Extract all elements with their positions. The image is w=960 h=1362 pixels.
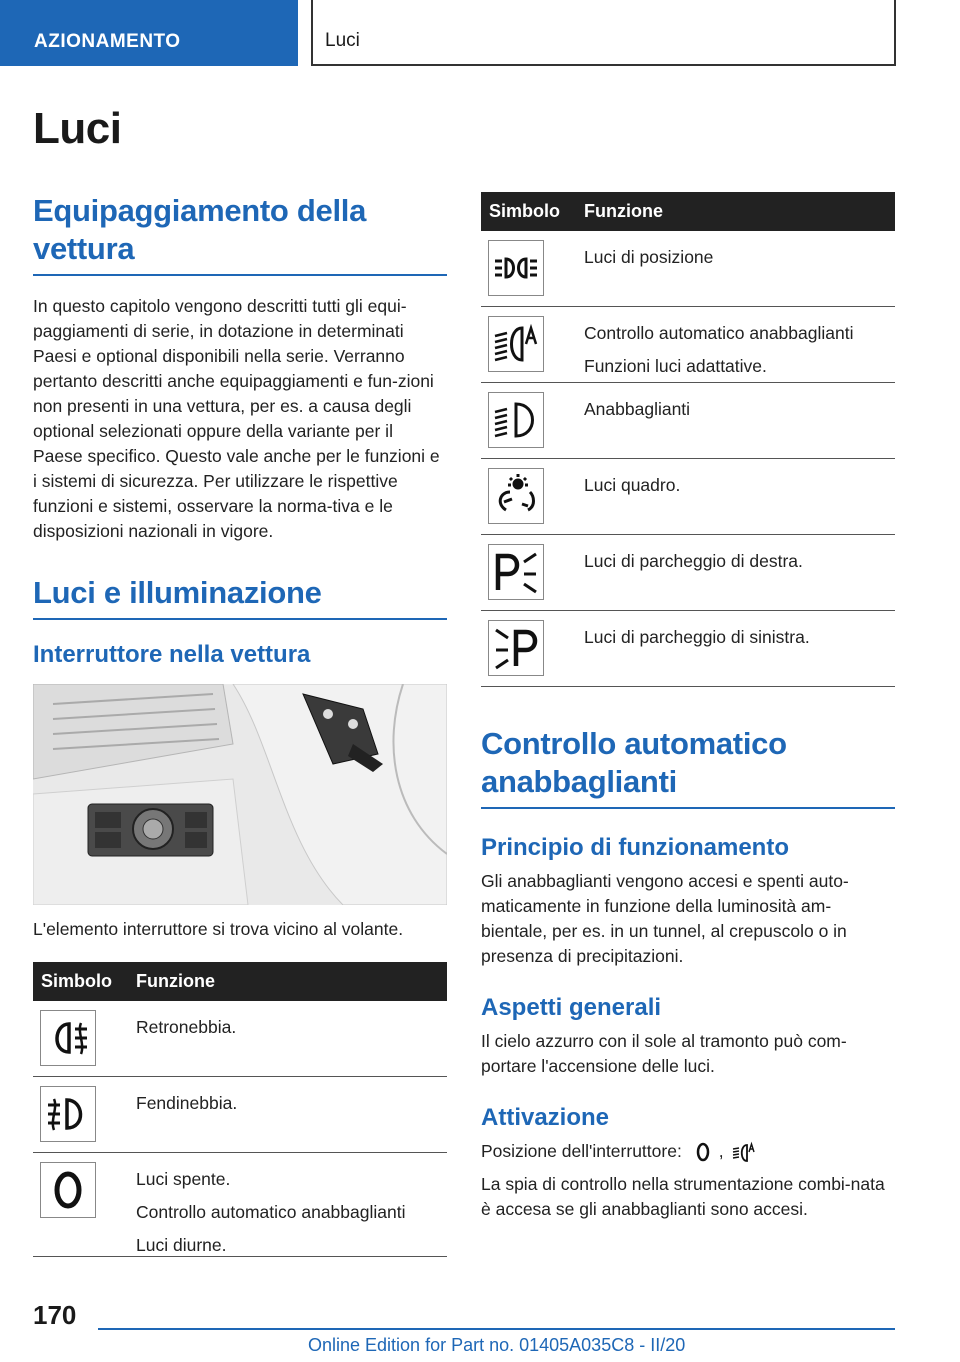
heading-general: Aspetti generali bbox=[481, 994, 662, 1021]
table-row bbox=[33, 1153, 447, 1257]
front-fog-icon bbox=[40, 1086, 96, 1142]
table-row bbox=[481, 307, 895, 383]
rear-fog-icon bbox=[40, 1010, 96, 1066]
light-symbol-table bbox=[481, 192, 895, 687]
function-text: Luci di parcheggio di destra. bbox=[584, 551, 803, 571]
heading-activation: Attivazione bbox=[481, 1104, 610, 1131]
principle-text: Gli anabbaglianti vengono accesi e spenti auto-maticamente in funzione della luminosità am-bientale, per es. in un tunnel, al crepuscolo o in presenza di precipitazioni. bbox=[481, 871, 849, 966]
parking-right-icon bbox=[488, 544, 544, 600]
function-text: Retronebbia. bbox=[136, 1017, 237, 1037]
switch-symbol-table bbox=[33, 962, 447, 1257]
table-header bbox=[33, 962, 447, 1001]
left-column bbox=[33, 192, 447, 1257]
equipment-text: In questo capitolo vengono descritti tutti gli equi-paggiamenti di serie, in dotazione in determinati Paesi e optional disponibili nella serie. Verranno pertanto descritti anche equipaggiamenti e fun-zioni non presenti in una vettura, per es. a causa degli optional selezionati oppure della variante per il Paese specifico. Questo vale anche per le funzioni e i sistemi di sicurezza. Per utilizzare le rispettive funzioni e sistemi, osservare la norma-tiva e le disposizioni nazionali in vigore. bbox=[33, 296, 440, 541]
table-header bbox=[481, 192, 895, 231]
function-text: Controllo automatico anabbaglianti bbox=[136, 1202, 406, 1222]
function-text: Luci diurne. bbox=[136, 1235, 227, 1255]
auto-low-beam-icon bbox=[488, 316, 544, 372]
zero-position-icon bbox=[691, 1140, 715, 1164]
activation-separator: , bbox=[718, 1141, 724, 1161]
page-title: Luci bbox=[33, 104, 122, 153]
header-symbol: Simbolo bbox=[489, 201, 560, 221]
header-function: Funzione bbox=[584, 201, 663, 221]
footer-divider bbox=[98, 1328, 895, 1330]
activation-prefix: Posizione dell'interruttore: bbox=[481, 1141, 682, 1161]
header-function: Funzione bbox=[136, 971, 215, 991]
general-text: Il cielo azzurro con il sole al tramonto può com-portare l'accensione delle luci. bbox=[481, 1031, 847, 1076]
low-beam-icon bbox=[488, 392, 544, 448]
function-text: Fendinebbia. bbox=[136, 1093, 238, 1113]
table-row bbox=[481, 383, 895, 459]
parking-lights-icon bbox=[488, 240, 544, 296]
table-row bbox=[33, 1077, 447, 1153]
dashboard-illustration bbox=[33, 684, 447, 905]
heading-principle: Principio di funzionamento bbox=[481, 834, 789, 861]
zero-position-icon bbox=[40, 1162, 96, 1218]
function-text: Luci quadro. bbox=[584, 475, 681, 495]
table-row bbox=[481, 459, 895, 535]
function-text: Controllo automatico anabbaglianti bbox=[584, 323, 854, 343]
footer-edition: Online Edition for Part no. 01405A035C8 - II/20 bbox=[308, 1335, 686, 1355]
instrument-lighting-icon bbox=[488, 468, 544, 524]
heading-switch: Interruttore nella vettura bbox=[33, 641, 311, 668]
table-row bbox=[481, 231, 895, 307]
header-symbol: Simbolo bbox=[41, 971, 112, 991]
table-row bbox=[33, 1001, 447, 1077]
function-text: Luci di posizione bbox=[584, 247, 714, 267]
switch-photo bbox=[33, 684, 447, 905]
table-row bbox=[481, 611, 895, 687]
section-tab: AZIONAMENTO bbox=[0, 0, 298, 66]
right-column bbox=[481, 192, 895, 1222]
heading-equipment: Equipaggiamento della vettura bbox=[33, 192, 447, 276]
heading-lights: Luci e illuminazione bbox=[33, 574, 447, 620]
function-text: Luci spente. bbox=[136, 1169, 231, 1189]
function-text: Funzioni luci adattative. bbox=[584, 356, 767, 376]
heading-auto-low-beam: Controllo automatico anabbaglianti bbox=[481, 725, 895, 809]
chapter-tab: Luci bbox=[311, 0, 896, 66]
function-text: Anabbaglianti bbox=[584, 399, 691, 419]
photo-caption: L'elemento interruttore si trova vicino al volante. bbox=[33, 919, 404, 939]
table-row bbox=[481, 535, 895, 611]
auto-low-beam-icon bbox=[732, 1140, 756, 1164]
page-number: 170 bbox=[33, 1300, 77, 1330]
parking-left-icon bbox=[488, 620, 544, 676]
activation-position bbox=[481, 1139, 895, 1164]
function-text: Luci di parcheggio di sinistra. bbox=[584, 627, 810, 647]
activation-text: La spia di controllo nella strumentazione combi-nata è accesa se gli anabbaglianti sono accesi. bbox=[481, 1174, 885, 1220]
